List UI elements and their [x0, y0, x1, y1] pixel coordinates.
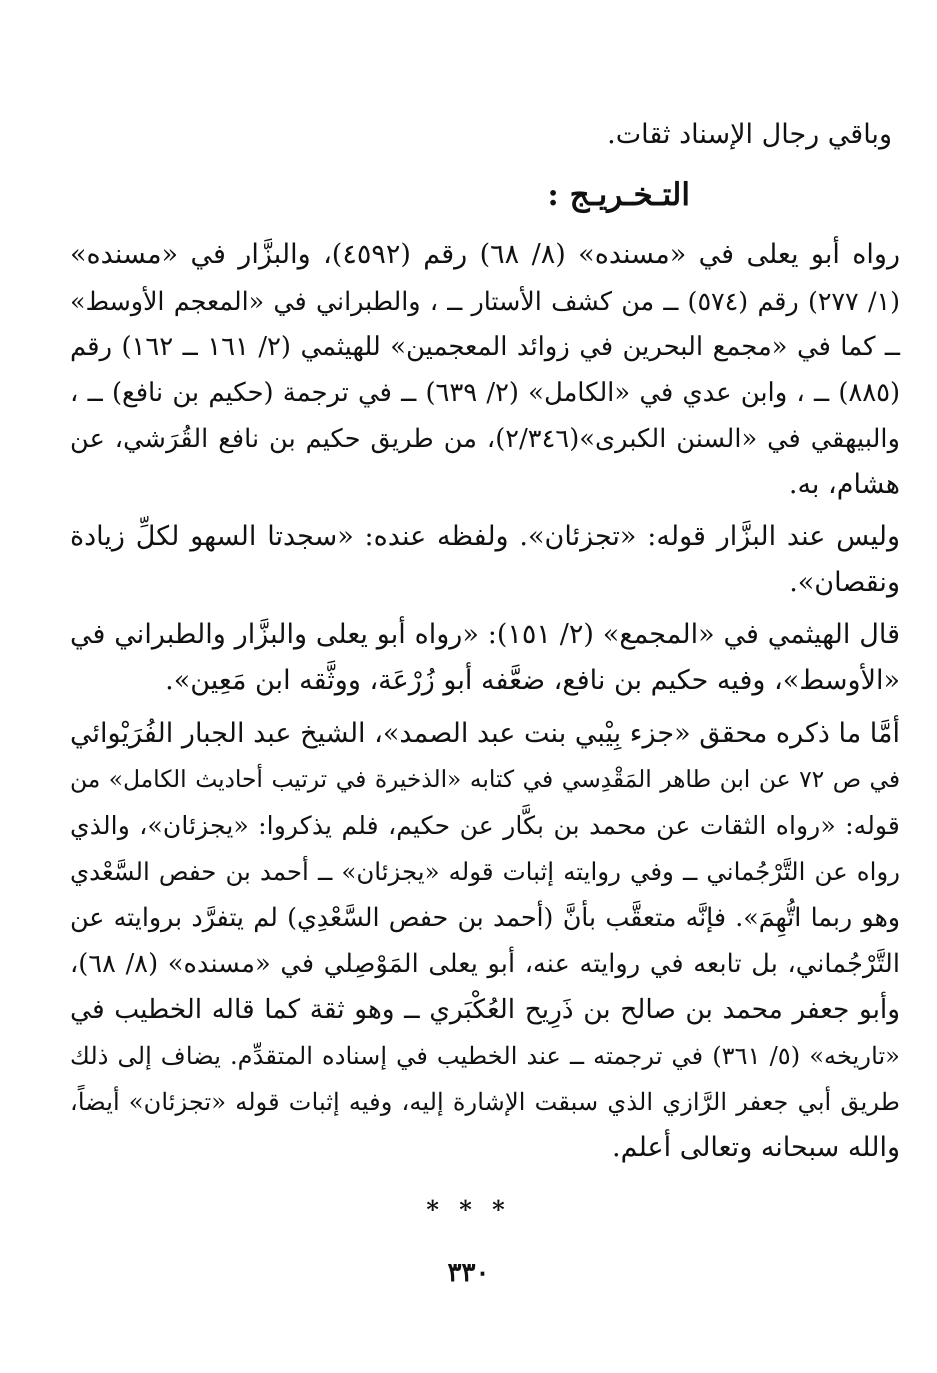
text-line: وهو ربما اتُّهِمَ». فإنَّه متعقَّب بأنَّ (أحمد بن حفص السَّعْدِي) لم يتفرَّد بروايته عن	[70, 903, 900, 932]
text-line: والله سبحانه وتعالى أعلم.	[612, 1132, 900, 1163]
text-line: رواه أبو يعلى في «مسنده» (٨/ ٦٨) رقم (٤٥٩٢)، والبزَّار في «مسنده»	[70, 239, 900, 270]
paragraph-bazzar-note	[70, 514, 900, 606]
text-line: وأبو جعفر محمد بن صالح بن ذَرِيح العُكْبَري ــ وهو ثقة كما قاله الخطيب في	[70, 995, 900, 1025]
text-line: وليس عند البزَّار قوله: «تجزئان». ولفظه عنده: «سجدتا السهو لكلِّ زيادة	[70, 521, 900, 552]
section-heading: التـخـريـج :	[547, 177, 690, 213]
text-line: التَّرْجُماني، بل تابعه في روايته عنه، أبو يعلى المَوْصِلي في «مسنده» (٨/ ٦٨)،	[70, 949, 900, 979]
text-line: ــ كما في «مجمع البحرين في زوائد المعجمين» للهيثمي (٢/ ١٦١ ــ ١٦٢) رقم	[70, 332, 900, 362]
intro-line: وباقي رجال الإسناد ثقات.	[607, 119, 892, 150]
page-number: ٣٣٠	[447, 1258, 490, 1288]
text-line: هشام، به.	[788, 469, 900, 500]
text-line: رواه عن التَّرْجُماني ــ وفي روايته إثبات قوله «يجزئان» ــ أحمد بن حفص السَّعْدي	[70, 857, 900, 886]
paragraph-muhaqqiq-discussion	[70, 711, 900, 1171]
text-line: أمَّا ما ذكره محقق «جزء بِيْبي بنت عبد الصمد»، الشيخ عبد الجبار الفُرَيْوائي	[70, 718, 900, 749]
text-line: طريق أبي جعفر الرَّازي الذي سبقت الإشارة إليه، وفيه إثبات قوله «تجزئان» أيضاً،	[70, 1087, 900, 1116]
text-line: (٨٨٥) ــ ، وابن عدي في «الكامل» (٢/ ٦٣٩) ــ في ترجمة (حكيم بن نافع) ــ ،	[70, 378, 901, 408]
text-line: (١/ ٢٧٧) رقم (٥٧٤) ــ من كشف الأستار ــ ، والطبراني في «المعجم الأوسط»	[70, 286, 900, 316]
text-line: «الأوسط»، وفيه حكيم بن نافع، ضعَّفه أبو زُرْعَة، ووثَّقه ابن مَعِين».	[165, 665, 900, 696]
section-separator: * * *	[426, 1195, 511, 1224]
text-line: في ص ٧٢ عن ابن طاهر المَقْدِسي في كتابه «الذخيرة في ترتيب أحاديث الكامل» من	[70, 766, 900, 793]
paragraph-takhrij	[70, 232, 900, 508]
text-line: والبيهقي في «السنن الكبرى»(٢/٣٤٦)، من طريق حكيم بن نافع القُرَشي، عن	[70, 424, 900, 454]
text-line: «تاريخه» (٥/ ٣٦١) في ترجمته ــ عند الخطيب في إسناده المتقدِّم. يضاف إلى ذلك	[70, 1042, 900, 1070]
text-line: قوله: «رواه الثقات عن محمد بن بكَّار عن حكيم، فلم يذكروا: «يجزئان»، والذي	[70, 811, 900, 840]
text-line: قال الهيثمي في «المجمع» (٢/ ١٥١): «رواه أبو يعلى والبزَّار والطبراني في	[70, 619, 900, 650]
paragraph-haythami-quote	[70, 612, 900, 704]
text-line: ونقصان».	[789, 567, 900, 598]
